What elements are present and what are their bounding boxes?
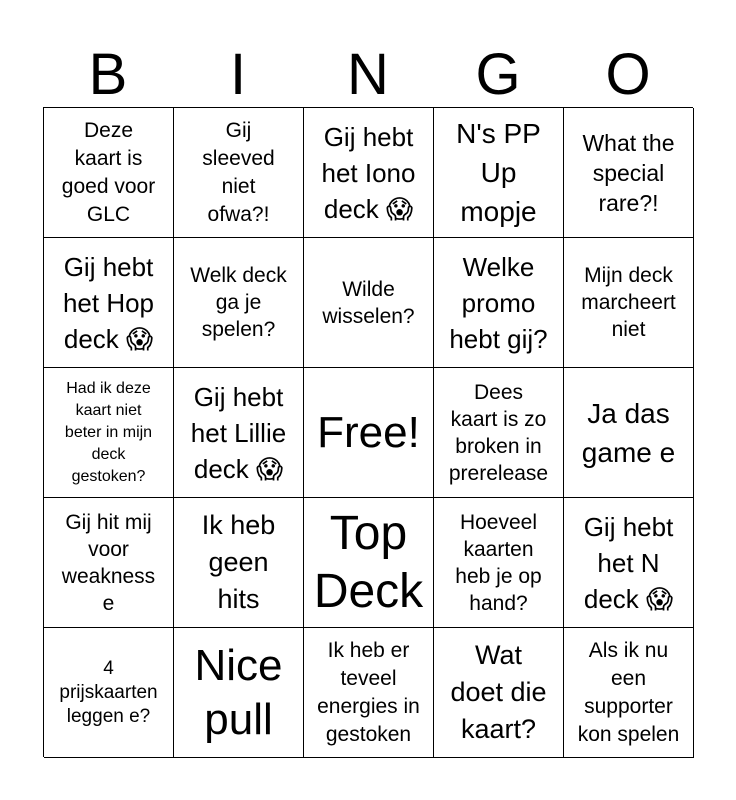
header-letter-o: O <box>605 42 651 107</box>
bingo-cell[interactable] <box>174 628 304 758</box>
cell-text: Gij hebt het N deck 😱 <box>583 511 674 614</box>
cell-text: Free! <box>317 407 420 457</box>
cell-text: Hoeveel kaarten heb je op hand? <box>455 510 542 615</box>
cell-text: Wat doet die kaart? <box>450 640 547 744</box>
cell-text: Nice pull <box>194 640 283 744</box>
bingo-cell[interactable] <box>44 108 174 238</box>
cell-text: N's PP Up mopje <box>456 118 541 227</box>
header-letter-i: I <box>229 42 247 107</box>
cell-text: What the special rare?! <box>582 129 675 216</box>
bingo-cell[interactable] <box>434 498 564 628</box>
cell-text: 4 prijskaarten leggen e? <box>59 657 158 727</box>
cell-text: Had ik deze kaart niet beter in mijn deck gestoken? <box>64 379 153 485</box>
cell-text: Dees kaart is zo broken in prerelease <box>448 380 549 485</box>
bingo-cell[interactable] <box>564 108 694 238</box>
bingo-cell[interactable] <box>44 628 174 758</box>
cell-text: Ik heb er teveel energies in gestoken <box>317 638 420 746</box>
bingo-cell[interactable] <box>44 498 174 628</box>
cell-text: Gij hebt het Iono deck 😱 <box>321 121 416 224</box>
bingo-cell[interactable] <box>304 498 434 628</box>
bingo-cell[interactable] <box>434 628 564 758</box>
bingo-cell[interactable] <box>44 368 174 498</box>
cell-text: Ja das game e <box>581 397 676 468</box>
cell-text: Gij sleeved niet ofwa?! <box>202 118 275 226</box>
bingo-cell[interactable] <box>564 368 694 498</box>
cell-text: Mijn deck marcheert niet <box>581 264 676 341</box>
bingo-cell[interactable] <box>174 238 304 368</box>
cell-text: Top Deck <box>313 506 424 618</box>
header-letter-b: B <box>88 42 128 107</box>
bingo-card <box>43 107 693 757</box>
bingo-cell[interactable] <box>564 238 694 368</box>
bingo-cell[interactable] <box>44 238 174 368</box>
header-letter-n: N <box>347 42 389 107</box>
bingo-header <box>43 44 693 106</box>
cell-text: Wilde wisselen? <box>322 277 415 328</box>
bingo-cell[interactable] <box>304 108 434 238</box>
cell-text: Ik heb geen hits <box>201 510 276 614</box>
bingo-cell free-space[interactable] <box>304 368 434 498</box>
cell-text: Gij hit mij voor weakness e <box>61 510 156 615</box>
bingo-cell[interactable] <box>174 368 304 498</box>
bingo-cell[interactable] <box>174 498 304 628</box>
bingo-cell[interactable] <box>174 108 304 238</box>
cell-text: Als ik nu een supporter kon spelen <box>577 638 680 746</box>
bingo-cell[interactable] <box>304 238 434 368</box>
bingo-cell[interactable] <box>564 498 694 628</box>
bingo-cell[interactable] <box>434 108 564 238</box>
bingo-cell[interactable] <box>304 628 434 758</box>
cell-text: Welk deck ga je spelen? <box>190 264 287 341</box>
cell-text: Gij hebt het Hop deck 😱 <box>62 251 155 354</box>
bingo-cell[interactable] <box>564 628 694 758</box>
header-letter-g: G <box>475 42 521 107</box>
cell-text: Deze kaart is goed voor GLC <box>61 118 156 226</box>
bingo-cell[interactable] <box>434 368 564 498</box>
cell-text: Gij hebt het Lillie deck 😱 <box>190 381 287 484</box>
cell-text: Welke promo hebt gij? <box>449 251 548 354</box>
bingo-cell[interactable] <box>434 238 564 368</box>
